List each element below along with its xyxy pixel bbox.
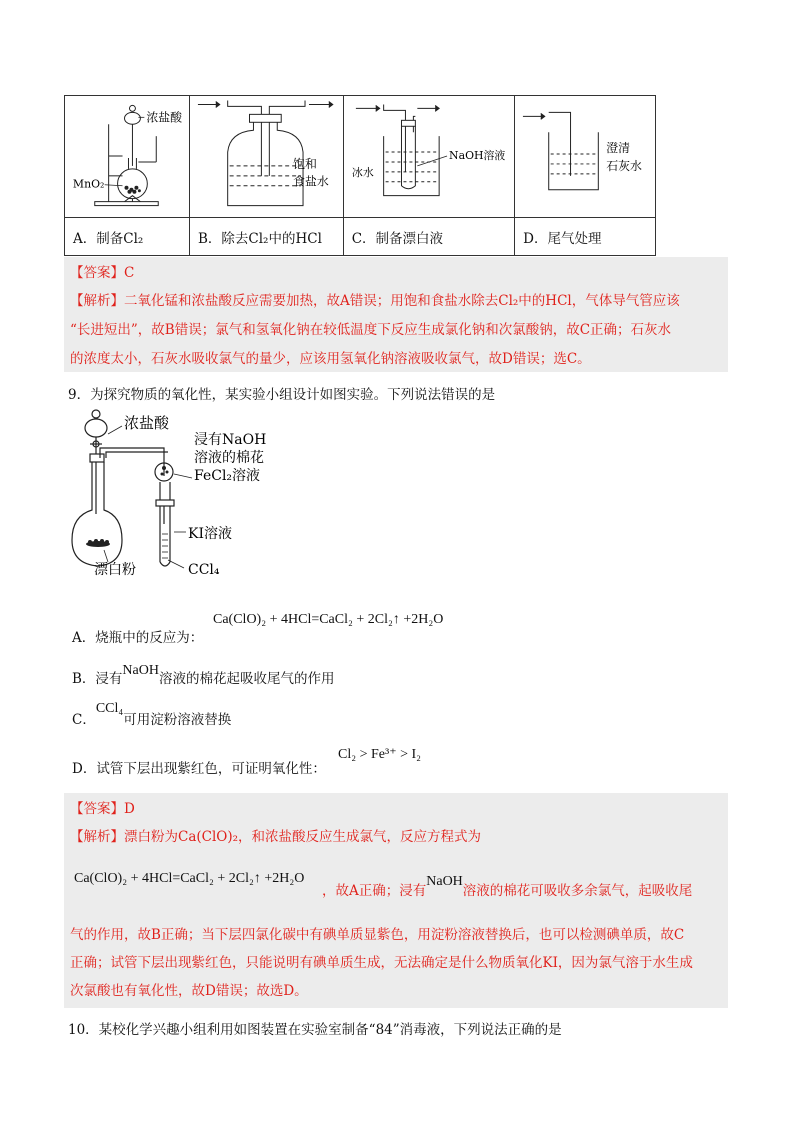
q9-answer-line — [70, 797, 135, 817]
option-c-ccl4: CCl₄ — [95, 701, 124, 716]
analysis-text: 二氧化锰和浓盐酸反应需要加热，故A错误；用饱和食盐水除去Cl₂中的HCl，气体导气管应该 — [124, 293, 680, 309]
apparatus-b-figure — [190, 96, 343, 217]
apparatus-c-figure — [344, 96, 514, 217]
q10-stem: 10．某校化学兴趣小组利用如图装置在实验室制备“84”消毒液，下列说法正确的是 — [68, 1022, 562, 1038]
analysis-text-2c: 溶液的棉花可吸收多余氯气，起吸收尾 — [462, 883, 693, 899]
fig-label-fecl2: FeCl₂溶液 — [194, 468, 261, 484]
apparatus-d-figure — [515, 96, 655, 217]
caption-c: C．制备漂白液 — [343, 218, 514, 256]
q8-analysis-line-2: “长进短出”，故B错误；氯气和氢氧化钠在较低温度下反应生成氯化钠和次氯酸钠，故C正确；石灰水 — [70, 322, 672, 338]
q9-analysis-formula: Ca(ClO)₂ + 4HCl=CaCl₂ + 2Cl₂↑ +2H₂O — [74, 871, 305, 886]
apparatus-cell-d — [515, 96, 656, 218]
option-c-suffix: 可用淀粉溶液替换 — [123, 712, 232, 728]
answer-tag: 【答案】 — [70, 801, 124, 817]
label-limewater: 石灰水 — [606, 158, 643, 173]
q9-stem: 9．为探究物质的氧化性，某实验小组设计如图实验。下列说法错误的是 — [68, 387, 496, 403]
q8-analysis-line-3: 的浓度太小，石灰水吸收氯气的量少，应该用氢氧化钠溶液吸收氯气，故D错误；选C。 — [70, 351, 591, 367]
analysis-naoh: NaOH — [426, 874, 463, 889]
fig-label-ccl4: CCl₄ — [188, 562, 220, 578]
option-d-prefix: D．试管下层出现紫红色，可证明氧化性： — [72, 761, 326, 777]
label-brine: 食盐水 — [293, 174, 329, 189]
option-a-prefix: A．烧瓶中的反应为： — [72, 630, 204, 646]
fig-label-cotton2: 溶液的棉花 — [194, 450, 264, 466]
label-saturated: 饱和 — [293, 156, 317, 171]
label-naoh: NaOH溶液 — [448, 148, 505, 162]
q9-option-d-formula: Cl₂ > Fe³⁺ > I₂ — [338, 747, 422, 762]
apparatus-cell-a — [65, 96, 190, 218]
caption-b: B．除去Cl₂中的HCl — [189, 218, 343, 256]
q9-apparatus-figure — [64, 404, 294, 584]
caption-d: D．尾气处理 — [515, 218, 656, 256]
option-c-prefix: C． — [72, 712, 96, 728]
label-clear: 澄清 — [606, 141, 631, 156]
label-acid: 浓盐酸 — [146, 110, 183, 125]
q9-analysis-line-5: 次氯酸也有氧化性，故D错误；故选D。 — [70, 983, 308, 999]
answer-tag: 【答案】 — [70, 265, 124, 281]
q9-option-b — [72, 663, 335, 688]
q8-analysis-line-1 — [70, 289, 680, 309]
analysis-text-2a: ，故A正确；浸有 — [322, 883, 427, 899]
answer-value: C — [124, 265, 135, 281]
analysis-tag: 【解析】 — [70, 829, 124, 845]
apparatus-table — [64, 95, 656, 256]
label-mno2: MnO₂ — [72, 177, 105, 191]
fig-label-ki: KI溶液 — [188, 526, 232, 542]
q9-option-a — [72, 626, 203, 646]
q8-answer-box — [64, 257, 728, 372]
apparatus-cell-b — [189, 96, 343, 218]
analysis-tag: 【解析】 — [70, 293, 124, 309]
fig-label-acid: 浓盐酸 — [124, 414, 170, 432]
q9-analysis-line-4: 正确；试管下层出现紫红色，只能说明有碘单质生成，无法确定是什么物质氧化KI，因为氯气溶于水生成 — [70, 955, 693, 971]
apparatus-a-figure — [65, 96, 189, 217]
q9-option-d — [72, 757, 326, 777]
q9-analysis-line-3: 气的作用，故B正确；当下层四氯化碳中有碘单质显紫色，用淀粉溶液替换后，也可以检测碘单质，故C — [70, 927, 685, 943]
fig-label-powder: 漂白粉 — [94, 562, 136, 578]
analysis-text: 漂白粉为Ca(ClO)₂，和浓盐酸反应生成氯气，反应方程式为 — [124, 829, 482, 845]
q9-option-c — [72, 701, 232, 729]
q9-analysis-line-2 — [322, 874, 693, 900]
q9-analysis-line-1 — [70, 825, 481, 845]
label-icewater: 冰水 — [351, 165, 374, 179]
option-b-naoh: NaOH — [122, 663, 159, 678]
fig-label-cotton1: 浸有NaOH — [194, 432, 267, 448]
q9-answer-box — [64, 793, 728, 1008]
q9-option-a-formula: Ca(ClO)₂ + 4HCl=CaCl₂ + 2Cl₂↑ +2H₂O — [213, 612, 444, 627]
caption-a: A．制备Cl₂ — [65, 218, 190, 256]
answer-value: D — [124, 801, 135, 817]
option-b-prefix: B．浸有 — [72, 671, 123, 687]
q8-answer-line — [70, 261, 134, 281]
apparatus-cell-c — [343, 96, 514, 218]
option-b-suffix: 溶液的棉花起吸收尾气的作用 — [158, 671, 335, 687]
